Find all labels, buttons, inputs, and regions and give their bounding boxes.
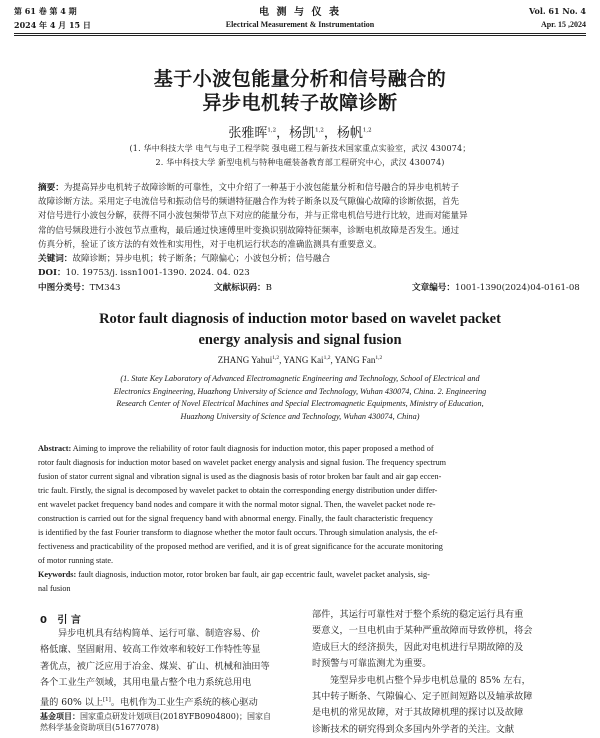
- affiliation-cn-2: 2. 华中科技大学 新型电机与特种电磁装备教育部工程研究中心，武汉 430074): [155, 158, 445, 167]
- intro-right: [312, 607, 564, 738]
- keywords-cn: 故障诊断；异步电机；转子断条；气隙偏心；小波包分析；信号融合: [72, 254, 331, 265]
- section-title: 引 言: [57, 615, 81, 626]
- author-en-2-sup: 1,2: [323, 355, 331, 361]
- abstract-cn-label: 摘要：: [38, 183, 64, 193]
- keywords-en-line: nal fusion: [38, 584, 71, 593]
- header-journal-cn: 电 测 与 仪 表: [259, 7, 341, 18]
- author-en-1-sup: 1,2: [272, 355, 280, 361]
- section-heading: [40, 611, 81, 626]
- title-cn-line1: 基于小波包能量分析和信号融合的: [153, 68, 447, 90]
- abstract-en-line: is identified by the fast Fourier transform to diagnose whether the motor fault occurs. Through simulation analysis, the ef-: [38, 528, 438, 537]
- funding-line: 然科学基金资助项目(51677078): [40, 723, 159, 732]
- affiliation-cn-1: (1. 华中科技大学 电气与电子工程学院 强电磁工程与新技术国家重点实验室，武汉 430074；: [129, 144, 471, 153]
- funding: [40, 711, 300, 733]
- author-cn-2: 杨凯: [289, 126, 316, 141]
- intro-left-line: 。电机作为工业生产系统的核心驱动: [110, 696, 258, 708]
- title-en-line2: energy analysis and signal fusion: [198, 332, 402, 348]
- author-cn-1-sup: 1,2: [267, 127, 277, 134]
- abstract-en: [38, 442, 562, 596]
- abstract-en-line: ent wavelet packet frequency band nodes and compare it with the normal motor signal. Then, the wavelet packet node re-: [38, 500, 436, 509]
- affiliation-en-line: Electronics Engineering, Huazhong University of Science and Technology, Wuhan 430074, China. 2. Engineering: [113, 386, 487, 396]
- header-volume-en: Vol. 61 No. 4: [529, 6, 586, 16]
- intro-right-line: 笼型异步电机占整个异步电机总量的 85% 左右，: [330, 674, 531, 686]
- affiliation-en: [22, 373, 578, 423]
- author-cn-3: 杨帆: [336, 126, 363, 141]
- keywords-en-line: fault diagnosis, induction motor, rotor broken bar fault, air gap eccentric fault, wavelet packet analysis, sig-: [76, 570, 430, 579]
- intro-left-line: 异步电机具有结构简单、运行可靠、制造容易、价: [58, 628, 261, 639]
- keywords-en-label: Keywords:: [38, 570, 77, 579]
- abstract-en-line: fusion of stator current signal and vibration signal is used as the diagnosis basis of rotor broken bar fault and air gap eccen-: [38, 472, 442, 481]
- author-en-3: YANG Fan: [334, 355, 376, 365]
- authors-cn: 张雅晖$^{1,2}$，杨凯$^{1,2}$，杨帆$^{1,2}$: [228, 126, 372, 141]
- clc: [38, 281, 121, 295]
- intro-right-line: 要意义，一旦电机由于某种严重故障而导致停机，将会: [312, 625, 533, 637]
- author-en-1: ZHANG Yahui: [217, 355, 273, 365]
- doc-code-label: 文献标识码：: [214, 283, 266, 293]
- header-date-cn: 2024 年 4 月 15 日: [14, 20, 91, 30]
- abstract-cn-line: 常的信号频段进行小波包节点重构，最后通过快速傅里叶变换识别故障特征频率，诊断电机故障是否发生。通过: [38, 225, 460, 236]
- section-number: 0: [40, 615, 47, 626]
- abstract-en-line: construction is carried out for the signal frequency band with abnormal energy. Finally, the fault characteristic frequency: [38, 514, 433, 523]
- abstract-cn-line: 仿真分析，验证了该方法的有效性和实用性，对于电机运行状态的准确监测具有重要意义。: [38, 239, 382, 250]
- footnote-rule: [40, 709, 160, 710]
- intro-right-line: 其中转子断条、气隙偏心、定子匝间短路以及轴承故障: [312, 691, 533, 703]
- abstract-en-line: Aiming to improve the reliability of rotor fault diagnosis for induction motor, this paper proposed a method of: [71, 444, 434, 453]
- header-rule: [14, 33, 586, 36]
- intro-left: [40, 626, 298, 711]
- intro-left-line: 各个工业生产领域，其用电量占整个电力系统总用电: [40, 677, 252, 689]
- title-cn-line2: 异步电机转子故障诊断: [202, 92, 398, 114]
- intro-right-line: 是电机的常见故障，对于其故障机理的探讨以及故障: [312, 707, 524, 719]
- citation[interactable]: [1]: [103, 696, 111, 703]
- intro-left-line: 著优点，被广泛应用于冶金、煤炭、矿山、机械和油田等: [40, 660, 270, 672]
- keywords-cn-label: 关键词：: [38, 254, 73, 265]
- doc-code-value: B: [265, 283, 272, 293]
- intro-right-line: 诊断技术的研究得到众多国内外学者的关注。文献: [312, 723, 515, 735]
- affiliation-en-line: Huazhong University of Science and Technology, Wuhan 430074, China): [180, 411, 420, 421]
- affiliation-en-line: (1. State Key Laboratory of Advanced Electromagnetic Engineering and Technology, School of Electrical and: [120, 374, 480, 383]
- abstract-cn-line: 故障诊断方法。采用定子电流信号和振动信号的频谱特征融合作为转子断条以及气隙偏心故障的诊断依据，首先: [38, 197, 460, 208]
- abstract-cn: [38, 181, 562, 280]
- clc-value: TM343: [89, 283, 121, 293]
- doc-code: [214, 281, 272, 295]
- doi-label: DOI：: [38, 268, 66, 279]
- header-volume: 第 61 卷 第 4 期: [14, 6, 77, 16]
- abstract-en-line: rotor fault diagnosis for induction motor based on wavelet packet energy analysis and signal fusion. The frequency spectrum: [38, 458, 447, 467]
- intro-right-line: 造成巨大的经济损失，因此对电机进行早期故障的及: [312, 641, 524, 653]
- abstract-en-label: Abstract:: [38, 444, 72, 453]
- title-en-line1: Rotor fault diagnosis of induction motor based on wavelet packet: [99, 311, 501, 327]
- abstract-en-line: of motor running state.: [38, 556, 114, 565]
- affiliation-en-line: Research Center of Novel Electrical Machines and Special Electromagnetic Equipments, Ministry of Education,: [116, 399, 484, 408]
- author-cn-2-sup: 1,2: [315, 127, 324, 134]
- clc-label: 中图分类号：: [38, 283, 90, 293]
- intro-right-line: 时预警与可靠监测尤为重要。: [312, 658, 432, 670]
- article-number-label: 文章编号：: [412, 283, 455, 293]
- funding-line: 国家重点研发计划项目(2018YFB0904800)；国家自: [80, 712, 271, 721]
- author-cn-1: 张雅晖: [228, 126, 268, 141]
- article-number: [412, 281, 580, 295]
- authors-en: ZHANG Yahui$^{1,2}$, YANG Kai$^{1,2}$, YANG Fan$^{1,2}$: [217, 355, 383, 365]
- abstract-cn-line: 对信号进行小波包分解，获得不同小波包频带节点下对应的能量分布，并与正常电机信号进行比较，进而对能量异: [38, 211, 468, 222]
- intro-left-line: 量的 60% 以上: [40, 696, 104, 708]
- author-en-2: YANG Kai: [283, 355, 324, 365]
- funding-label: 基金项目：: [40, 711, 80, 721]
- abstract-cn-line: 为提高异步电机转子故障诊断的可靠性，文中介绍了一种基于小波包能量分析和信号融合的异步电机转子: [63, 183, 460, 193]
- intro-left-line: 格低廉、坚固耐用、较高工作效率和较好工作特性等显: [40, 644, 261, 656]
- header-journal-en: Electrical Measurement & Instrumentation: [225, 20, 375, 29]
- abstract-en-line: fectiveness and practicability of the proposed method are verified, and it is of great significance for the accurate monitoring: [38, 542, 443, 551]
- author-cn-3-sup: 1,2: [362, 127, 372, 134]
- header-date-en: Apr. 15 ,2024: [540, 20, 586, 29]
- doi-value: 10. 19753/j. issn1001-1390. 2024. 04. 023: [65, 268, 250, 279]
- intro-right-line: 部件，其运行可靠性对于整个系统的稳定运行具有重: [312, 609, 524, 620]
- article-number-value: 1001-1390(2024)04-0161-08: [454, 283, 580, 293]
- abstract-en-line: tric fault. Firstly, the signal is decomposed by wavelet packet to obtain the corresponding energy distribution under differ-: [38, 486, 438, 495]
- author-en-3-sup: 1,2: [375, 355, 383, 361]
